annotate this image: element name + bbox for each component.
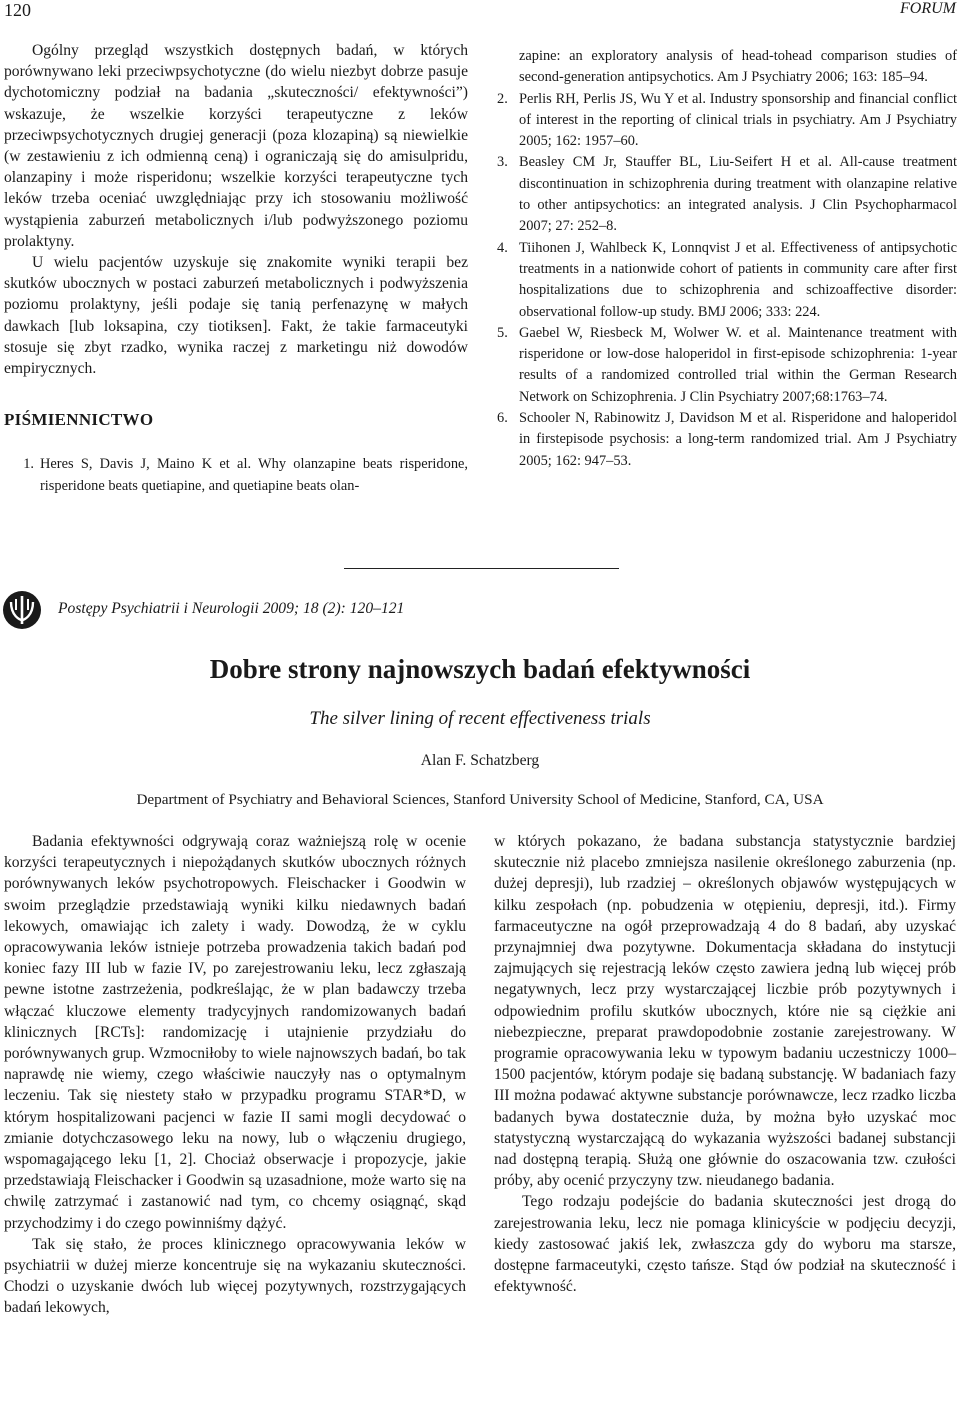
- journal-citation: Postępy Psychiatrii i Neurologii 2009; 18 (2): 120–121: [58, 600, 405, 617]
- paragraph: Tego rodzaju podejście do badania skuteczności jest drogą do zarejestrowania leku, lecz nie pomaga klinicyście w podjęciu decyzji, kiedy zastosować jakiś lek, zwłaszcza gdy do wyboru ma starsze, dostępne farmaceutyki, często tańsze. Stąd ów podział na skuteczność i efektywność.: [494, 1193, 956, 1296]
- reference-number: 3.: [497, 154, 508, 171]
- reference-text: Gaebel W, Riesbeck M, Wolwer W. et al. Maintenance treatment with risperidone or low-dose haloperidol in first-episode schizophrenia: 1-year results of a randomized controlled trial within the German Research Network on Schizophrenia. J Clin Psychiatry 2007;68:1763–74.: [519, 324, 957, 405]
- running-head: FORUM: [900, 0, 956, 17]
- author-affiliation: Department of Psychiatry and Behavioral Sciences, Stanford University School of Medicine, Stanford, CA, USA: [136, 791, 824, 808]
- page-number: 120: [4, 0, 31, 20]
- article-title: Dobre strony najnowszych badań efektywności: [209, 654, 751, 684]
- bottom-right-column: [494, 831, 956, 1297]
- article-subtitle: The silver lining of recent effectiveness trials: [309, 708, 651, 729]
- paragraph: Tak się stało, że proces klinicznego opracowywania leków w psychiatrii w dużej mierze koncentruje się na wykazaniu skuteczności. Chodzi o uzyskanie dwóch lub więcej pozytywnych, rozstrzygających badań lekowych,: [4, 1235, 466, 1317]
- references-heading: PIŚMIENNICTWO: [4, 410, 154, 430]
- reference-text: Tiihonen J, Wahlbeck K, Lonnqvist J et al. Effectiveness of antipsychotic treatments in a nationwide cohort of patients in community care after first hospitalizations due to schizophrenia and schizoaffective disorder: observational follow-up study. BMJ 2006; 333: 224.: [519, 239, 957, 320]
- reference-number: 6.: [497, 410, 508, 427]
- reference-continuation: zapine: an exploratory analysis of head-tohead comparison studies of second-generation antipsychotics. Am J Psychiatry 2006; 163: 185–94.: [519, 48, 957, 86]
- section-divider: [344, 568, 619, 569]
- reference-text: Beasley CM Jr, Stauffer BL, Liu-Seifert H et al. All-cause treatment discontinuation in schizophrenia during treatment with olanzapine relative to other antipsychotics: an integrated analysis. J Clin Psychopharmacol 2007; 27: 252–8.: [519, 154, 957, 235]
- reference-item: [497, 152, 957, 237]
- reference-text: Schooler N, Rabinowitz J, Davidson M et al. Risperidone and haloperidol in firstepisode psychosis: a long-term randomized trial. Am J Psychiatry 2005; 162: 947–53.: [519, 410, 957, 469]
- top-right-column: [497, 46, 957, 472]
- reference-text: Heres S, Davis J, Maino K et al. Why olanzapine beats risperidone, risperidone beats quetiapine, and quetiapine beats olan-: [40, 456, 468, 494]
- reference-item: [4, 454, 468, 497]
- reference-text: Perlis RH, Perlis JS, Wu Y et al. Industry sponsorship and financial conflict of interest in the reporting of clinical trials in psychiatry. Am J Psychiatry 2005; 162: 1957–60.: [519, 90, 957, 150]
- reference-number: 1.: [23, 456, 34, 473]
- article-author: Alan F. Schatzberg: [420, 752, 540, 769]
- reference-item: [497, 89, 957, 153]
- reference-item: [497, 408, 957, 472]
- reference-item: [497, 238, 957, 323]
- paragraph: w których pokazano, że badana substancja statystycznie bardziej skutecznie niż placebo zmniejsza nasilenie określonego zaburzenia (np. dużej depresji), lub rzadziej – określonych objawów występujących w kilku zespołach (np. pobudzenia w otępieniu, depresji, itd.). Firmy farmaceutyczne na ogół przeprowadzają 4 do 8 badań, aby uzyskać przynajmniej dwa pozytywne. Dokumentacja składana do instytucji zajmujących się rejestracją leków często zawiera jedną lub więcej prób negatywnych, lecz przy wystarczającej liczbie prób pozytywnych i odpowiednim profilu skutków ubocznych, które nie są ciężkie ani niebezpieczne, preparat prawdopodobnie zostanie zarejestrowany. W programie opracowywania leku w typowym badaniu uczestniczy 1000–1500 pacjentów, którym podaje się badaną substancję. W badaniach fazy III można podawać aktywne substancje porównawcze, lecz rzadko liczba badanych bywa dostatecznie duża, by można było uzyskać moc statystyczną wystarczającą do wykazania wyższości badanej substancji nad dostępną terapią. Służą one głównie do oszacowania tzw. czułości próby, aby ocenić przyczyny tzw. nieudanego badania.: [494, 833, 956, 1190]
- reference-number: 5.: [497, 324, 508, 341]
- reference-number: 2.: [497, 90, 508, 107]
- reference-number: 4.: [497, 239, 508, 256]
- journal-logo-icon: [2, 590, 42, 630]
- reference-item: [497, 323, 957, 408]
- paragraph: Ogólny przegląd wszystkich dostępnych badań, w których porównywano leki przeciwpsychotyczne (do wielu niezbyt dobrze pasuje dychotomiczny podział na badania „skuteczności/ efektywności”) wskazuje, że wszelkie korzyści terapeutyczne z leków przeciwpsychotycznych drugiej generacji (poza klozapiną) są niewielkie (w zestawieniu z ich odmienną ceną) i ograniczają się do amisulpridu, olanzapiny i może risperidonu; wszelkie korzyści terapeutyczne tych leków trzeba oceniać uwzględniając przy ich stosowaniu możliwość wystąpienia zaburzeń metabolicznych i/lub podwyższonego poziomu prolaktyny.: [4, 42, 468, 250]
- bottom-left-column: [4, 831, 466, 1319]
- paragraph: U wielu pacjentów uzyskuje się znakomite wyniki terapii bez skutków ubocznych w postaci zaburzeń metabolicznych i podwyższenia poziomu prolaktyny, jeśli podaje się tanią perfenazynę w małych dawkach [lub loksapina, czy tiotiksen]. Fakt, że takie farmaceutyki stosuje się zbyt rzadko, wynika raczej z marketingu niż dowodów empirycznych.: [4, 254, 468, 378]
- paragraph: Badania efektywności odgrywają coraz ważniejszą rolę w ocenie korzyści terapeutycznych i niepożądanych skutków ubocznych różnych porównywanych leków psychotropowych. Fleischacker i Goodwin w swoim przeglądzie przedstawiają wyniki kilku niedawnych badań lekowych, omawiając ich zalety i wady. Dowodzą, że w cyklu opracowywania leków istnieje potrzeba prowadzenia takich badań pod koniec fazy III lub w fazie IV, po zarejestrowaniu leku, lecz zgłaszają pewne istotne zastrzeżenia, podkreślając, że w plan badawczy trzeba włączać kluczowe elementy tradycyjnych randomizowanych badań klinicznych [RCTs]: randomizację i utajnienie przydziału do porównywanych grup. Wzmocniłoby to wiele najnowszych badań, bo tak naprawdę nie wiemy, czego właściwie nauczyły nas o optymalnym leczeniu. Tak się niestety stało w przypadku programu STAR*D, w którym hospitalizowani pacjenci w fazie II sami mogli decydować o zmianie dotychczasowego leku na nowy, lub o włączeniu drugiego, wspomagającego leku [1, 2]. Chociaż obserwacje i propozycje, jakie przedstawiają Fleischacker i Goodwin są uzasadnione, może warto się na chwilę zatrzymać i zastanowić nad tym, co chcemy osiągnąć, skąd przychodzimy i do czego powinniśmy dążyć.: [4, 833, 466, 1232]
- top-left-column: [4, 40, 468, 497]
